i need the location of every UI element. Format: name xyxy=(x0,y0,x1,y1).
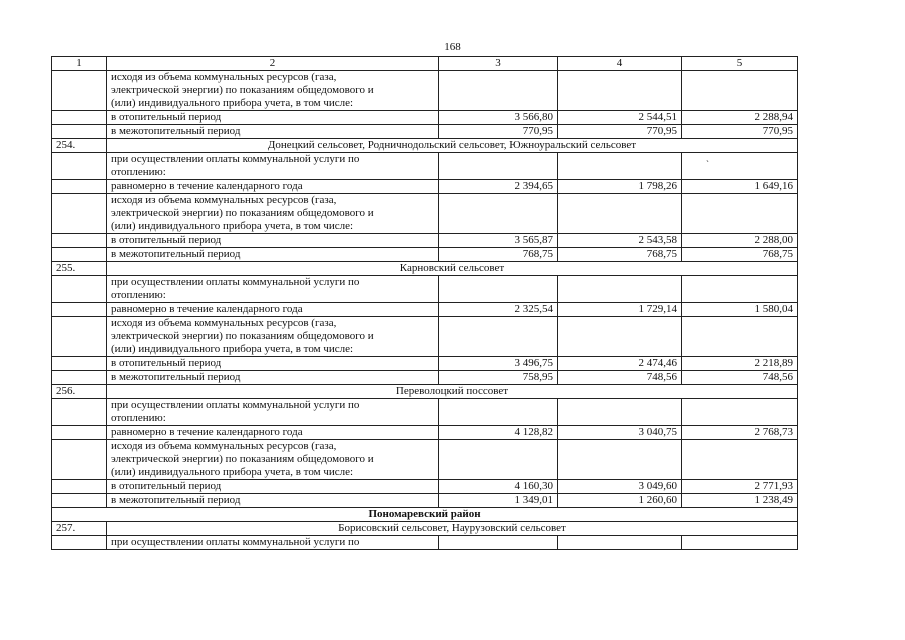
value-cell: 2 543,58 xyxy=(558,234,682,248)
row-label: исходя из объема коммунальных ресурсов (газа, электрической энергии) по показаниям общедомового и (или) индивидуального прибора учета, в том числе: xyxy=(107,71,439,111)
section-header-row xyxy=(52,385,798,399)
row-label: в отопительный период xyxy=(107,357,439,371)
table-row xyxy=(52,480,798,494)
row-label: исходя из объема коммунальных ресурсов (газа, электрической энергии) по показаниям общедомового и (или) индивидуального прибора учета, в том числе: xyxy=(107,440,439,480)
col-header-2: 2 xyxy=(107,57,439,71)
col-header-3: 3 xyxy=(439,57,558,71)
value-cell: 770,95 xyxy=(682,125,798,139)
row-label: при осуществлении оплаты коммунальной услуги по отоплению: xyxy=(107,276,439,303)
value-cell: 1 649,16 xyxy=(682,180,798,194)
value-cell: 2 288,94 xyxy=(682,111,798,125)
value-cell: 2 544,51 xyxy=(558,111,682,125)
row-label: в отопительный период xyxy=(107,111,439,125)
value-cell: 1 260,60 xyxy=(558,494,682,508)
section-header-row xyxy=(52,262,798,276)
value-cell: 3 496,75 xyxy=(439,357,558,371)
value-cell: 2 768,73 xyxy=(682,426,798,440)
table-row xyxy=(52,303,798,317)
section-number: 257. xyxy=(52,522,107,536)
row-label: исходя из объема коммунальных ресурсов (газа, электрической энергии) по показаниям общедомового и (или) индивидуального прибора учета, в том числе: xyxy=(107,317,439,357)
table-row xyxy=(52,426,798,440)
value-cell: 748,56 xyxy=(558,371,682,385)
section-number: 256. xyxy=(52,385,107,399)
col-header-4: 4 xyxy=(558,57,682,71)
row-label: равномерно в течение календарного года xyxy=(107,426,439,440)
tariff-table xyxy=(51,56,798,550)
value-cell: 2 771,93 xyxy=(682,480,798,494)
value-cell: 2 288,00 xyxy=(682,234,798,248)
table-row xyxy=(52,111,798,125)
row-label: равномерно в течение календарного года xyxy=(107,303,439,317)
table-row xyxy=(52,276,798,303)
row-label: равномерно в течение календарного года xyxy=(107,180,439,194)
value-cell: 3 565,87 xyxy=(439,234,558,248)
table-row xyxy=(52,494,798,508)
row-label: в отопительный период xyxy=(107,480,439,494)
row-label: при осуществлении оплаты коммунальной услуги по отоплению: xyxy=(107,399,439,426)
col-header-1: 1 xyxy=(52,57,107,71)
table-row xyxy=(52,317,798,357)
scan-mark: ` xyxy=(706,159,709,169)
row-label: в отопительный период xyxy=(107,234,439,248)
value-cell: 770,95 xyxy=(439,125,558,139)
value-cell: 2 218,89 xyxy=(682,357,798,371)
value-cell: 3 049,60 xyxy=(558,480,682,494)
table-row xyxy=(52,71,798,111)
table-row xyxy=(52,125,798,139)
table-row xyxy=(52,234,798,248)
table-row xyxy=(52,357,798,371)
table-header-row xyxy=(52,57,798,71)
value-cell: 1 349,01 xyxy=(439,494,558,508)
section-header-row xyxy=(52,522,798,536)
table-row xyxy=(52,248,798,262)
section-number: 255. xyxy=(52,262,107,276)
district-header-row xyxy=(52,508,798,522)
row-label: при осуществлении оплаты коммунальной услуги по отоплению: xyxy=(107,153,439,180)
value-cell: 2 474,46 xyxy=(558,357,682,371)
table-row xyxy=(52,153,798,180)
row-label: в межотопительный период xyxy=(107,248,439,262)
row-label: в межотопительный период xyxy=(107,371,439,385)
section-title: Донецкий сельсовет, Родничнодольский сельсовет, Южноуральский сельсовет xyxy=(107,139,798,153)
value-cell: 758,95 xyxy=(439,371,558,385)
value-cell: 2 394,65 xyxy=(439,180,558,194)
value-cell: 1 798,26 xyxy=(558,180,682,194)
table-row xyxy=(52,440,798,480)
value-cell: 770,95 xyxy=(558,125,682,139)
value-cell: 2 325,54 xyxy=(439,303,558,317)
value-cell: 768,75 xyxy=(558,248,682,262)
section-number: 254. xyxy=(52,139,107,153)
value-cell: 748,56 xyxy=(682,371,798,385)
value-cell: 1 238,49 xyxy=(682,494,798,508)
table-row xyxy=(52,194,798,234)
page-number: 168 xyxy=(444,41,461,53)
value-cell: 1 580,04 xyxy=(682,303,798,317)
value-cell: 768,75 xyxy=(682,248,798,262)
district-title: Пономаревский район xyxy=(52,508,798,522)
section-title: Переволоцкий поссовет xyxy=(107,385,798,399)
table-row xyxy=(52,371,798,385)
value-cell: 3 040,75 xyxy=(558,426,682,440)
row-label: в межотопительный период xyxy=(107,494,439,508)
row-label: в межотопительный период xyxy=(107,125,439,139)
table-row xyxy=(52,536,798,550)
col-header-5: 5 xyxy=(682,57,798,71)
row-label: исходя из объема коммунальных ресурсов (газа, электрической энергии) по показаниям общедомового и (или) индивидуального прибора учета, в том числе: xyxy=(107,194,439,234)
section-title: Борисовский сельсовет, Наурузовский сельсовет xyxy=(107,522,798,536)
value-cell: 3 566,80 xyxy=(439,111,558,125)
table-row xyxy=(52,180,798,194)
value-cell: 4 128,82 xyxy=(439,426,558,440)
value-cell: 1 729,14 xyxy=(558,303,682,317)
value-cell: 4 160,30 xyxy=(439,480,558,494)
section-header-row xyxy=(52,139,798,153)
table-row xyxy=(52,399,798,426)
row-label: при осуществлении оплаты коммунальной услуги по xyxy=(107,536,439,550)
section-title: Карновский сельсовет xyxy=(107,262,798,276)
value-cell: 768,75 xyxy=(439,248,558,262)
